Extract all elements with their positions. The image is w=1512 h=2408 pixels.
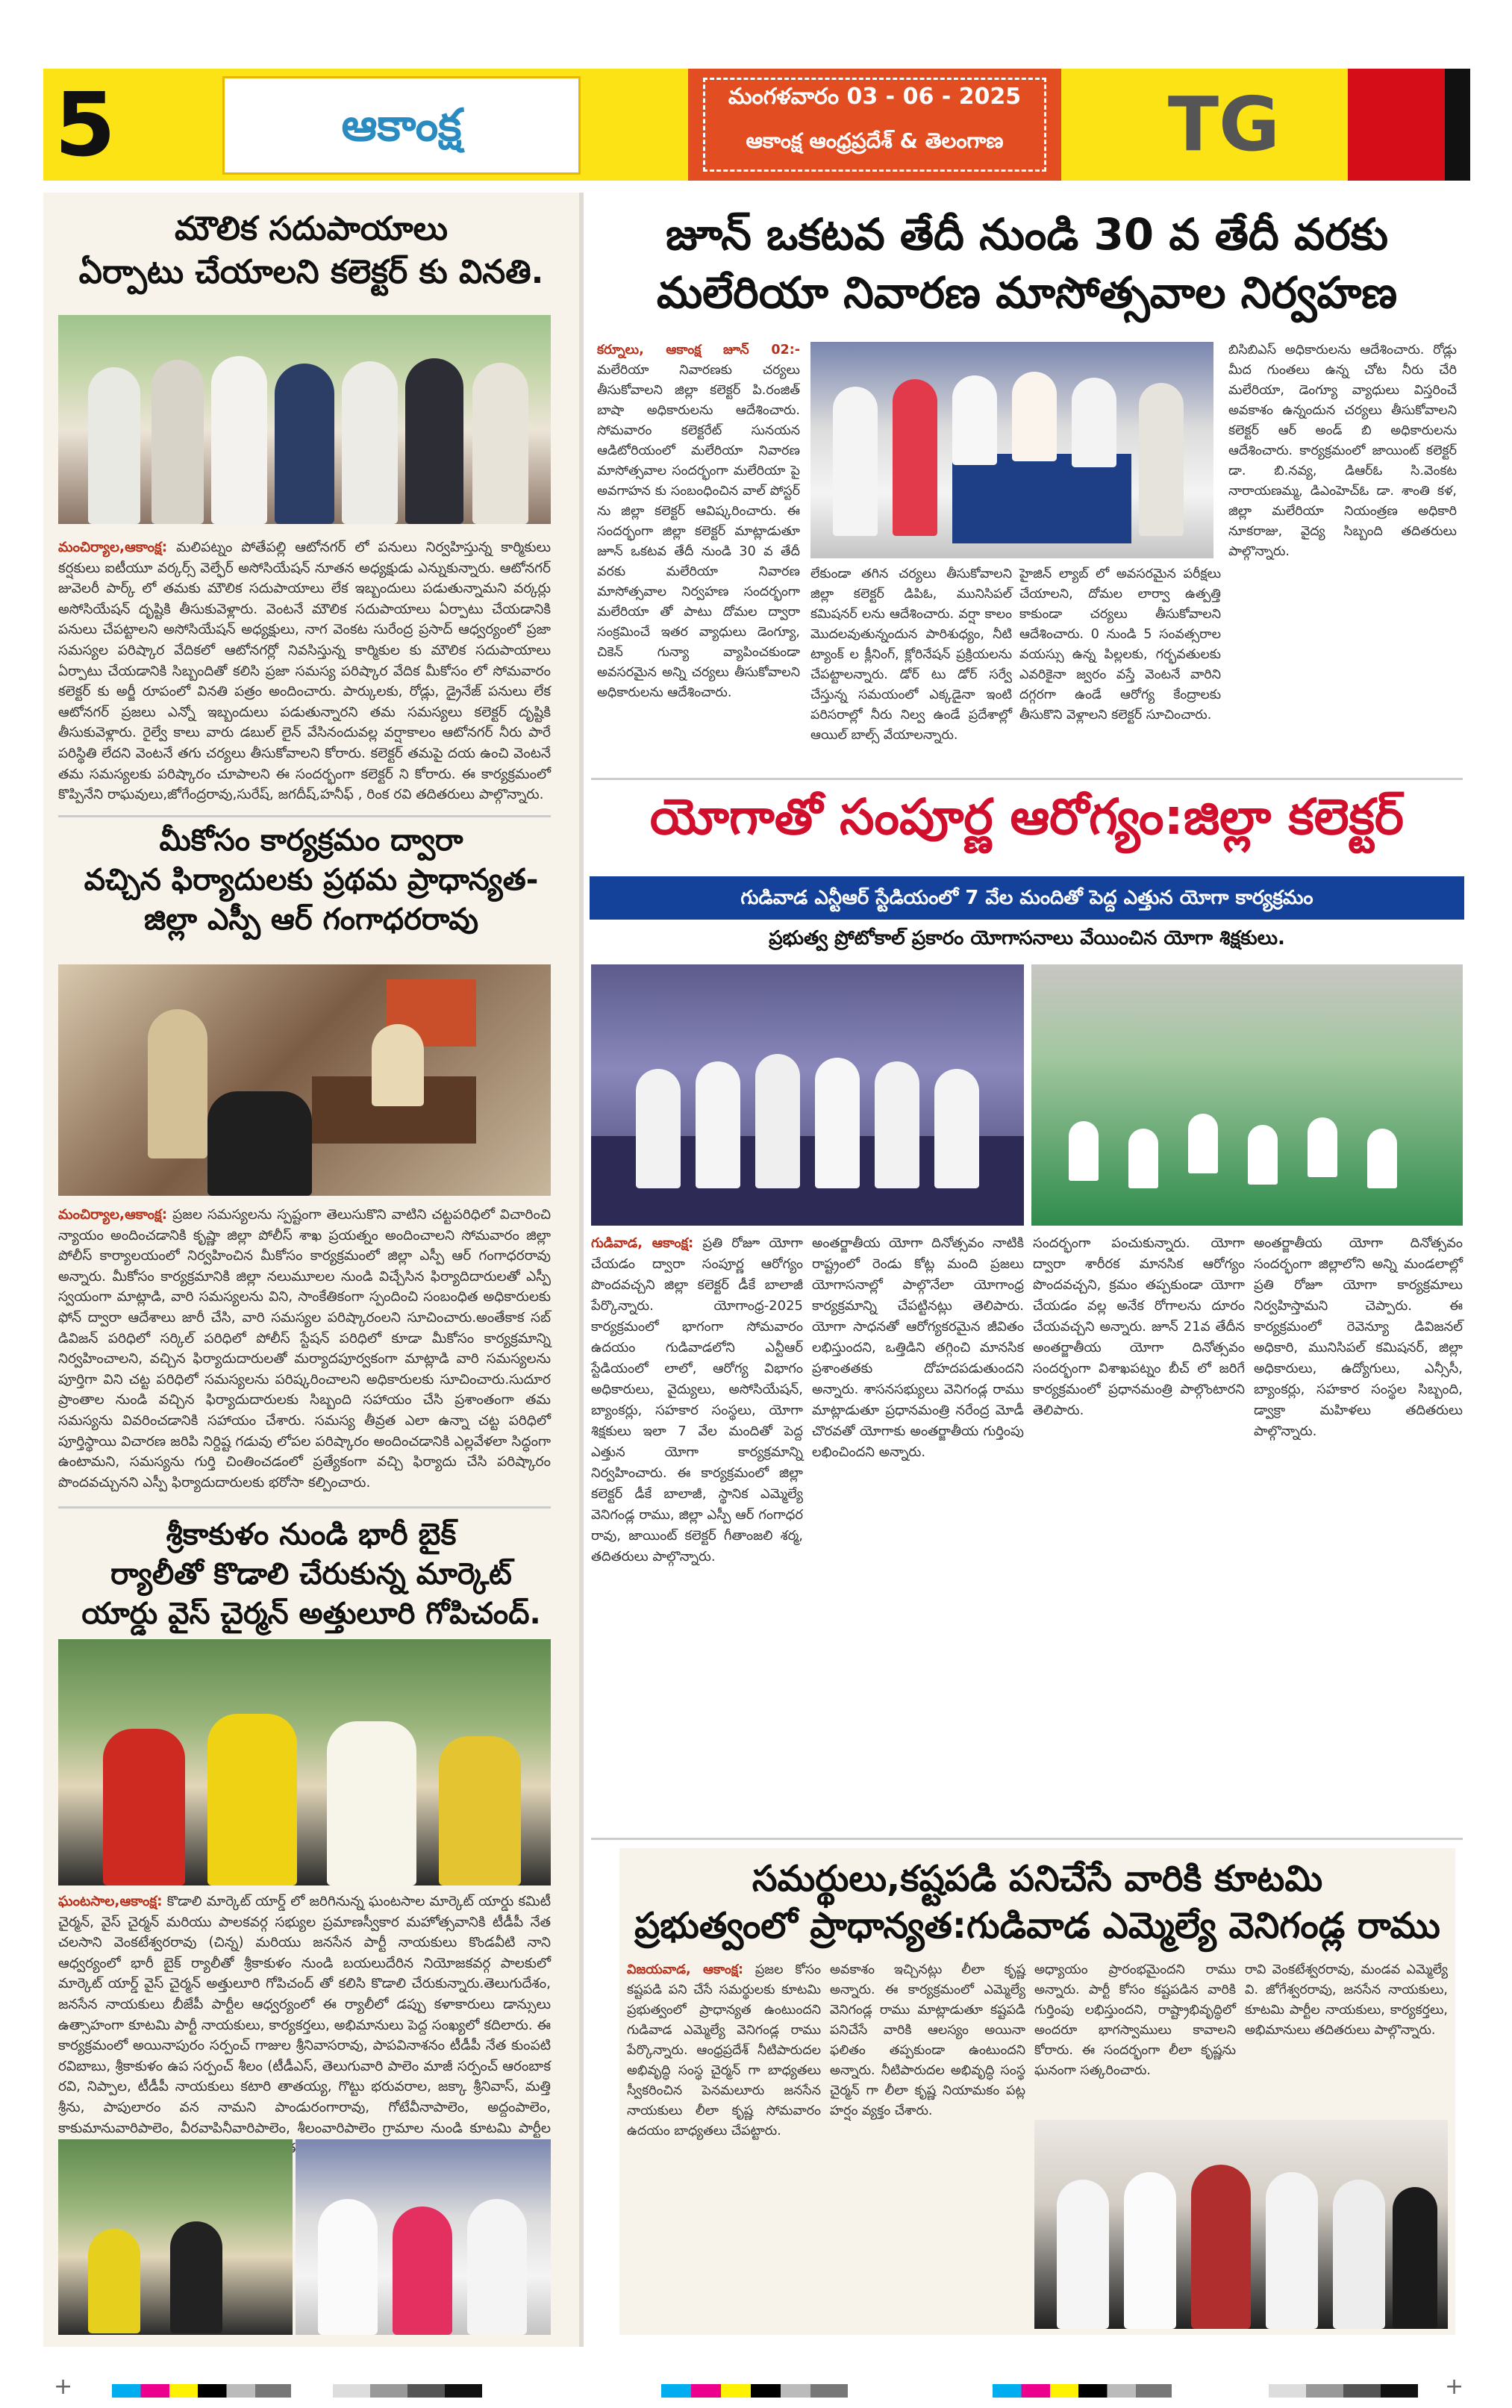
- story1-headline-line2: ఏర్పాటు చేయాలని కలెక్టర్ కు వినతి.: [78, 253, 544, 292]
- story2-body: [58, 1205, 551, 1500]
- page-number: 5: [54, 73, 116, 176]
- story2-headline-line1: మీకోసం కార్యక్రమం ద్వారా: [159, 823, 463, 858]
- story3-dateline: ఘంటసాల,ఆకాంక్ష:: [58, 1894, 163, 1909]
- issue-date: మంగళవారం 03 - 06 - 2025: [728, 84, 1022, 110]
- yoga-subhead: గుడివాడ ఎన్టీఆర్ స్టేడియంలో 7 వేల మందితో పెద్ద ఎత్తున యోగా కార్యక్రమం: [590, 876, 1464, 920]
- malaria-col3: హైజిన్ ల్యాబ్ లో అవసరమైన పరీక్షలు చేయాలని, దోమల లార్వా ఉత్పత్తి కాకుండా చర్యలు తీసుకోవాలని ఆదేశించారు. 0 నుండి 5 సంవత్సరాల వయస్సు ఉన్న పిల్లలకు, గర్భవతులకు ఎవరికైనా జ్వరం వస్తే వెంటనే వారిని దగ్గరగా ఉండే ఆరోగ్య కేంద్రాలకు తీసుకొని వెళ్లాలని కలెక్టర్ సూచించారు.: [1019, 567, 1221, 723]
- yoga-dateline: గుడివాడ, ఆకాంక్ష:: [591, 1235, 694, 1251]
- story3-photo-rally: [58, 2139, 293, 2335]
- malaria-col2: లేకుండా తగిన చర్యలు తీసుకోవాలని జిల్లా కలెక్టర్ డిపిఓ, మునిసిపల్ కమిషనర్ లను ఆదేశించారు. వర్షా కాలం మొదలవుతున్నందున పారిశుధ్యం, నీటి ట్యాంక్ ల క్లీనింగ్, క్లోరినేషన్ ప్రక్రియలను చేపట్టాలన్నారు. డోర్ టు డోర్ సర్వే చేస్తున్న సమయంలో ఎక్కడైనా ఇంటి పరిసరాల్లో నీరు నిల్వ ఉండే ప్రదేశాల్లో ఆయిల్ బాల్స్ వేయాలన్నారు.: [810, 567, 1012, 743]
- story3-text: కొడాలి మార్కెట్ యార్డ్ లో జరిగినున్న ఘంటసాల మార్కెట్ యార్డు కమిటీ చైర్మన్, వైస్ చైర్మన్ మరియు పాలకవర్గ సభ్యుల ప్రమాణస్వీకార మహోత్సవానికి టీడీపీ నేత చలసాని వెంకటేశ్వరరావు (చిన్న) మరియు జనసేన పార్టీ నాయకులు కొండవీటి నాని ఆధ్వర్యంలో భారీ బైక్ ర్యాలీతో శ్రీకాకుళం నుండి బయలుదేరిన నియోజకవర్గ పాలకులో మార్కెట్ యార్డ్ వైస్ చైర్మన్ అత్తులూరి గోపిచంద్ తో కలిసి కొడాలి చేరుకున్నారు.తెలుగుదేశం, జనసేన నాయకులు బీజేపీ పార్టీల ఆధ్వర్యంలో ఈ ర్యాలీలో డప్పు కళాకారులు డాన్సులు ఉత్సాహంగా కూటమి పార్టీ నాయకులు, కార్యకర్తలు, అభిమానులు పెద్ద సంఖ్యలో కదిలారు. ఈ కార్యక్రమంలో అయినాపురం సర్పంచ్ గాజుల శ్రీనివాసరావు, పాపవినాశనం టీడీపీ నేత కుంపటి రవిబాబు, శ్రీకాకుళం ఉప సర్పంచ్ శీలం (టీడీఎస్, తెలుగువారి పాలెం మాజీ సర్పంచ్ ఆరంబాక రవి, నిప్పాల, టీడీపీ నాయకులు కటారి తాతయ్య, గొట్టు భరువరాల, జక్కా శ్రీనివాస్, మత్తి శ్రీను, పాపులారం వన నామని పాండురంగారావు, గోటేవీనాపాలెం, అద్దంపాలెం, కాకుమానువారిపాలెం, వీరవాపినీవారిపాలెం, శీలంవారిపాలెం గ్రామాల నుండి కూటమి పార్టీల తదితరులు: [58, 1894, 551, 2157]
- malaria-col1-text: మలేరియా నివారణకు చర్యలు తీసుకోవాలని జిల్లా కలెక్టర్ పి.రంజిత్ బాషా అధికారులను ఆదేశించారు. సోమవారం కలెక్టరేట్ సునయన ఆడిటోరియంలో మలేరియా నివారణ మాసోత్సవాల సందర్భంగా మలేరియా పై అవగాహన కు సంబంధించిన వాల్ పోస్టర్ ను జిల్లా కలెక్టర్ ఆవిష్కరించారు. ఈ సందర్భంగా జిల్లా కలెక్టర్ మాట్లాడుతూ జూన్ ఒకటవ తేదీ నుండి 30 వ తేదీ వరకు మలేరియా నివారణ మాసోత్సవాల నిర్వహణ సందర్భంగా మలేరియా తో పాటు దోమల ద్వారా సంక్రమించే ఇతర వ్యాధులు డెంగ్యూ, చికెన్ గున్యా వ్యాపించకుండా అవసరమైన అన్ని చర్యలు తీసుకోవాలని అధికారులను ఆదేశించారు.: [597, 363, 800, 700]
- story3-headline-line2: ర్యాలీతో కొడాలి చేరుకున్న మార్కెట్: [110, 1556, 512, 1591]
- ramu-col1-text: ప్రజల కోసం కష్టపడి పని చేసే సమర్థులకు కూటమి ప్రభుత్వంలో ప్రాధాన్యత ఉంటుందని గుడివాడ ఎమ్మెల్యే వెనిగండ్ల రాము పేర్కొన్నారు. ఆంధ్రప్రదేశ్ నీటిపారుదల అభివృద్ధి సంస్థ చైర్మన్ గా బాధ్యతలు స్వీకరించిన పెనమలూరు జనసేన నాయకులు లీలా కృష్ణ సోమవారం ఉదయం బాధ్యతలు చేపట్టారు.: [627, 1962, 821, 2139]
- ramu-col2: అవకాశం ఇచ్చినట్లు లీలా కృష్ణ అన్నారు. ఈ కార్యక్రమంలో ఎమ్మెల్యే వెనిగండ్ల రాము మాట్లాడుతూ కష్టపడి పనిచేసే వారికి ఆలస్యం అయినా ఫలితం తప్పకుండా ఉంటుందని అన్నారు. నీటిపారుదల అభివృద్ధి సంస్థ చైర్మన్ గా లీలా కృష్ణ నియామకం పట్ల హర్షం వ్యక్తం చేశారు.: [830, 1962, 1025, 2118]
- ramu-col1: [627, 1960, 821, 2333]
- story2-headline-line3: జిల్లా ఎస్పీ ఆర్ గంగాధరరావు: [143, 902, 479, 937]
- story3-body: [58, 1891, 551, 2157]
- ramu-col4: రావి వెంకటేశ్వరరావు, మండవ ఎమ్మెల్యే వి. జోగేశ్వరరావు, జనసేన నాయకులు, కూటమి పార్టీల నాయకులు, కార్యకర్తలు, అభిమానులు తదితరులు పాల్గొన్నారు.: [1245, 1962, 1448, 2038]
- ramu-photo: [1034, 2120, 1448, 2329]
- story3-headline: [52, 1515, 570, 1633]
- divider: [58, 1506, 551, 1509]
- yoga-col4: అంతర్జాతీయ యోగా దినోత్సవం సందర్భంగా జిల్లాలోని అన్ని మండలాల్లో ప్రతి రోజూ యోగా కార్యక్రమాలు నిర్వహిస్తామని చెప్పారు. ఈ కార్యక్రమంలో రెవెన్యూ డివిజనల్ అధికారి, మునిసిపల్ కమిషనర్, జిల్లా అధికారులు, ఉద్యోగులు, ఎన్సీసీ, బ్యాంకర్లు, సహకార సంస్థల సిబ్బంది, డ్వాక్రా మహిళలు తదితరులు పాల్గొన్నారు.: [1254, 1235, 1463, 1439]
- divider: [58, 815, 551, 817]
- red-color-bar: [1348, 69, 1445, 181]
- registration-mark-icon: +: [1445, 2374, 1464, 2400]
- malaria-col4: బిసిబిఎస్ అధికారులను ఆదేశించారు. రోడ్లు మీద గుంతలు ఉన్న చోట నీరు చేరి మలేరియా, డెంగ్యూ వ్యాధులు విస్తరించే అవకాశం ఉన్నందున చర్యలు తీసుకోవాలని కలెక్టర్ ఆర్ అండ్ బి అధికారులను ఆదేశించారు. కార్యక్రమంలో జాయింట్ కలెక్టర్ డా. బి.నవ్య, డిఆర్ఓ సి.వెంకట నారాయణమ్మ, డిఎంహెచ్ఓ డా. శాంతి కళ, జిల్లా మలేరియా నియంత్రణ అధికారి నూకరాజు, వైద్య సిబ్బంది తదితరులు పాల్గొన్నారు.: [1228, 343, 1457, 559]
- story1-photo: [58, 315, 551, 524]
- color-calibration-strip: [661, 2384, 848, 2398]
- divider: [591, 1838, 1463, 1840]
- yoga-col2: అంతర్జాతీయ యోగా దినోత్సవం నాటికి రాష్ట్రంలో రెండు కోట్ల మంది ప్రజలు యోగాసనాల్లో పాల్గొనేలా యోగాంధ్ర కార్యక్రమాన్ని చేపట్టినట్లు తెలిపారు. యోగా సాధనతో ఆరోగ్యకరమైన జీవితం లభిస్తుందని, ఒత్తిడిని తగ్గించి మానసిక ప్రశాంతతకు దోహదపడుతుందని అన్నారు. శాసనసభ్యులు వెనిగండ్ల రాము మాట్లాడుతూ ప్రధానమంత్రి నరేంద్ర మోడీ చొరవతో యోగాకు అంతర్జాతీయ గుర్తింపు లభించిందని అన్నారు.: [812, 1235, 1024, 1460]
- registration-mark-icon: +: [54, 2374, 73, 2400]
- malaria-headline-line1: జూన్ ఒకటవ తేదీ నుండి 30 వ తేదీ వరకు: [665, 209, 1389, 260]
- story2-photo: [58, 964, 551, 1196]
- story3-photo: [58, 1639, 551, 1885]
- color-calibration-strip: [1269, 2384, 1418, 2398]
- yoga-headline: యోగాతో సంపూర్ణ ఆరోగ్యం:జిల్లా కలెక్టర్: [649, 788, 1405, 846]
- color-calibration-strip: [993, 2384, 1172, 2398]
- yoga-photo-field: [1031, 964, 1463, 1226]
- story3-headline-line1: శ్రీకాకుళం నుండి భారీ బైక్: [166, 1518, 457, 1552]
- column-divider: [579, 193, 584, 2347]
- malaria-headline-line2: మలేరియా నివారణ మాసోత్సవాల నిర్వహణ: [656, 266, 1398, 318]
- edition-label: ఆకాంక్ష ఆంధ్రప్రదేశ్ & తెలంగాణ: [746, 128, 1004, 153]
- yoga-col1: [591, 1233, 803, 1830]
- story2-dateline: మంచిర్యాల,ఆకాంక్ష:: [58, 1207, 168, 1223]
- state-code: TG: [1167, 81, 1281, 168]
- malaria-headline: [591, 206, 1463, 322]
- malaria-dateline: కర్నూలు, ఆకాంక్ష జూన్ 02:-: [597, 343, 800, 358]
- ramu-headline-line1: సమర్థులు,కష్టపడి పనిచేసే వారికి కూటమి: [752, 1858, 1323, 1900]
- story1-body: [58, 537, 551, 809]
- yoga-caption: ప్రభుత్వ ప్రోటోకాల్ ప్రకారం యోగాసనాలు వేయించిన యోగా శిక్షకులు.: [769, 927, 1285, 949]
- story3-headline-line3: యార్డు వైస్ చైర్మన్ అత్తులూరి గోపిచంద్.: [81, 1596, 541, 1631]
- ramu-headline: [627, 1856, 1448, 1950]
- story1-dateline: మంచిర్యాల,ఆకాంక్ష:: [58, 540, 168, 555]
- story3-photo-group: [296, 2139, 551, 2335]
- story1-headline: [52, 208, 570, 294]
- ramu-col3: అధ్యాయం ప్రారంభమైందని రాము అన్నారు. పార్టీ కోసం కష్టపడిన వారికి గుర్తింపు లభిస్తుందని, రాష్ట్రాభివృద్ధిలో అందరూ భాగస్వాములు కావాలని కోరారు. ఈ సందర్భంగా లీలా కృష్ణను ఘనంగా సత్కరించారు.: [1034, 1962, 1236, 2078]
- story2-headline-line2: వచ్చిన ఫిర్యాదులకు ప్రథమ ప్రాధాన్యత-: [84, 862, 539, 897]
- story1-headline-line1: మౌలిక సదుపాయాలు: [174, 210, 449, 248]
- story2-headline: [52, 821, 570, 939]
- yoga-col3: సందర్భంగా పంచుకున్నారు. యోగా ద్వారా శారీరక మానసిక ఆరోగ్యం పొందవచ్చని, క్రమం తప్పకుండా యోగా చేయడం వల్ల అనేక రోగాలను దూరం చేయవచ్చని అన్నారు. జూన్ 21వ తేదీన అంతర్జాతీయ యోగా దినోత్సవం సందర్భంగా విశాఖపట్నం బీచ్ లో జరిగే కార్యక్రమంలో ప్రధానమంత్రి పాల్గొంటారని తెలిపారు.: [1033, 1235, 1245, 1418]
- divider: [591, 778, 1463, 780]
- malaria-col1: [597, 340, 800, 770]
- ramu-headline-line2: ప్రభుత్వంలో ప్రాధాన్యత:గుడివాడ ఎమ్మెల్యే వెనిగండ్ల రాము: [634, 1905, 1440, 1947]
- story2-text: ప్రజల సమస్యలను స్పష్టంగా తెలుసుకొని వాటిని చట్టపరిధిలో విచారించి న్యాయం అందించడానికి కృష్ణా జిల్లా పోలీస్ శాఖ ప్రయత్నం అందించాలని సోమవారం జిల్లా పోలీస్ కార్యాలయంలో నిర్వహించిన మీకోసం కార్యక్రమంలో జిల్లా ఎస్పీ ఆర్ గంగాధరరావు అన్నారు. మీకోసం కార్యక్రమానికి జిల్లా నలుమూలల నుండి విచ్చేసిన ఫిర్యాదిదారులతో ఎస్పీ స్వయంగా మాట్లాడి, వారి సమస్యలను విని, సాంకేతికంగా స్పందించి సంబంధిత అధికారులకు ఫోన్ ద్వారా ఆదేశాలు జారీ చేసి, వారి సమస్యల పరిష్కారంలని సూచించారు.అంతేకాక సబ్ డివిజన్ పరిధిలో సర్కిల్ పరిధిలో పోలీస్ స్టేషన్ పరిధిలో కూడా మీకోసం కార్యక్రమాన్ని నిర్వహించాలని, వచ్చిన ఫిర్యాదుదారులతో మర్యాదపూర్వకంగా మాట్లాడి వారి సమస్యలను పూర్తిగా విని చట్ట పరిధిలో సమస్యలను పరిష్కరించాలని అధికారులకు సూచించారు.సుదూర ప్రాంతాల నుండి వచ్చిన ఫిర్యాదుదారులకు సిబ్బంది సహాయం చేసి ప్రశాంతంగా తమ సమస్యను వివరించడానికి సహాయం చేశారు. సమస్య తీవ్రత ఎలా ఉన్నా చట్ట పరిధిలో పూర్తిస్థాయి విచారణ జరిపి నిర్దిష్ట గడువు లోపల పరిష్కారం అందించడానికి ఎల్లవేళలా సిద్ధంగా ఉంటామని, సమస్యను గుర్తి చింతించడంలో ప్రత్యేకంగా వచ్చి ఫిర్యాదు చేసి పరిష్కారం పొందవచ్చునని ఎస్పీ ఫిర్యాదుదారులకు భరోసా కల్పించారు.: [58, 1207, 551, 1491]
- black-color-bar: [1445, 69, 1470, 181]
- yoga-photo-stage: [591, 964, 1024, 1226]
- color-calibration-strip: [333, 2384, 482, 2398]
- malaria-photo: [810, 342, 1213, 558]
- ramu-dateline: విజయవాడ, ఆకాంక్ష:: [627, 1962, 743, 1977]
- color-calibration-strip: [112, 2384, 291, 2398]
- story1-text: మలిపట్నం పోతేపల్లి ఆటోనగర్ లో పనులు నిర్వహిస్తున్న కార్మికులు కర్షకులు ఐటీయూ వర్కర్స్ వెల్ఫేర్ అసోసియేషన్ నూతన అధ్యక్షుడు ఎన్నుకున్నారు. ఆటోనగర్ జువెలరీ పార్క్ లో తమకు మౌలిక సదుపాయాలు లేక ఇబ్బందులు పడుతున్నామని వర్కర్లు అసోసియేషన్ దృష్టికి తీసుకువెళ్లారు. వెంటనే మౌలిక సదుపాయాలు ఏర్పాటు చేయడానికి పనులు చేపట్టాలని అసోసియేషన్ అధ్యక్షులు, నాగ వెంకట సురేంద్ర ప్రసాద్ ఆధ్వర్యంలో ప్రజా సమస్యల పరిష్కార వేదికలో ఆటోనగర్లో నివసిస్తున్న కార్మికుల కు మౌలిక సదుపాయాలు ఏర్పాటు చేయడానికి సిబ్బందితో కలిసి ప్రజా సమస్య పరిష్కార వేదిక మీకోసం లో సోమవారం కలెక్టర్ కు అర్జీ రూపంలో వినతి పత్రం అందించారు. పార్కులకు, రోడ్లు, డ్రైనేజ్ పనులు లేక ఆటోనగర్ ప్రజలు ఎన్నో ఇబ్బందులు పడుతున్నారని తమ సమస్యలు కలెక్టర్ దృష్టికి తీసుకువెళ్లారు. రైల్వే కాలు వారు డబుల్ లైన్ వేసినందువల్ల వర్షాకాలం ఆటోనగర్ నీరు పారే పరిస్థితి లేదని వెంటనే తగు చర్యలు తీసుకోవాలని కోరారు. కలెక్టర్ తమపై దయ ఉంచి వెంటనే తమ సమస్యలకు పరిష్కారం చూపాలని ఈ సందర్భంగా కలెక్టర్ ని కోరారు. ఈ కార్యక్రమంలో కొప్పినేని రాఘవులు,జోగేంద్రరావు,సురేష్, జగదీష్,హనీఫ్ , రింక రవి తదితరులు పాల్గొన్నారు.: [58, 540, 552, 803]
- newspaper-logo: ఆకాంక్ష: [222, 76, 581, 175]
- yoga-col1-text: ప్రతి రోజూ యోగా చేయడం ద్వారా సంపూర్ణ ఆరోగ్యం పొందవచ్చని జిల్లా కలెక్టర్ డీకే బాలాజీ పేర్కొన్నారు. యోగాంధ్ర-2025 కార్యక్రమంలో భాగంగా సోమవారం ఉదయం గుడివాడలోని ఎన్టీఆర్ స్టేడియంలో లాలో, ఆరోగ్య విభాగం అధికారులు, వైద్యులు, అసోసియేషన్, బ్యాంకర్లు, సహకార సంస్థలు, యోగా శిక్షకులు ఇలా 7 వేల మందితో పెద్ద ఎత్తున యోగా కార్యక్రమాన్ని నిర్వహించారు. ఈ కార్యక్రమంలో జిల్లా కలెక్టర్ డీకే బాలాజీ, స్థానిక ఎమ్మెల్యే వెనిగండ్ల రాము, జిల్లా ఎస్పీ ఆర్ గంగాధర రావు, జాయింట్ కలెక్టర్ గీతాంజలి శర్మ, తదితరులు పాల్గొన్నారు.: [591, 1235, 803, 1565]
